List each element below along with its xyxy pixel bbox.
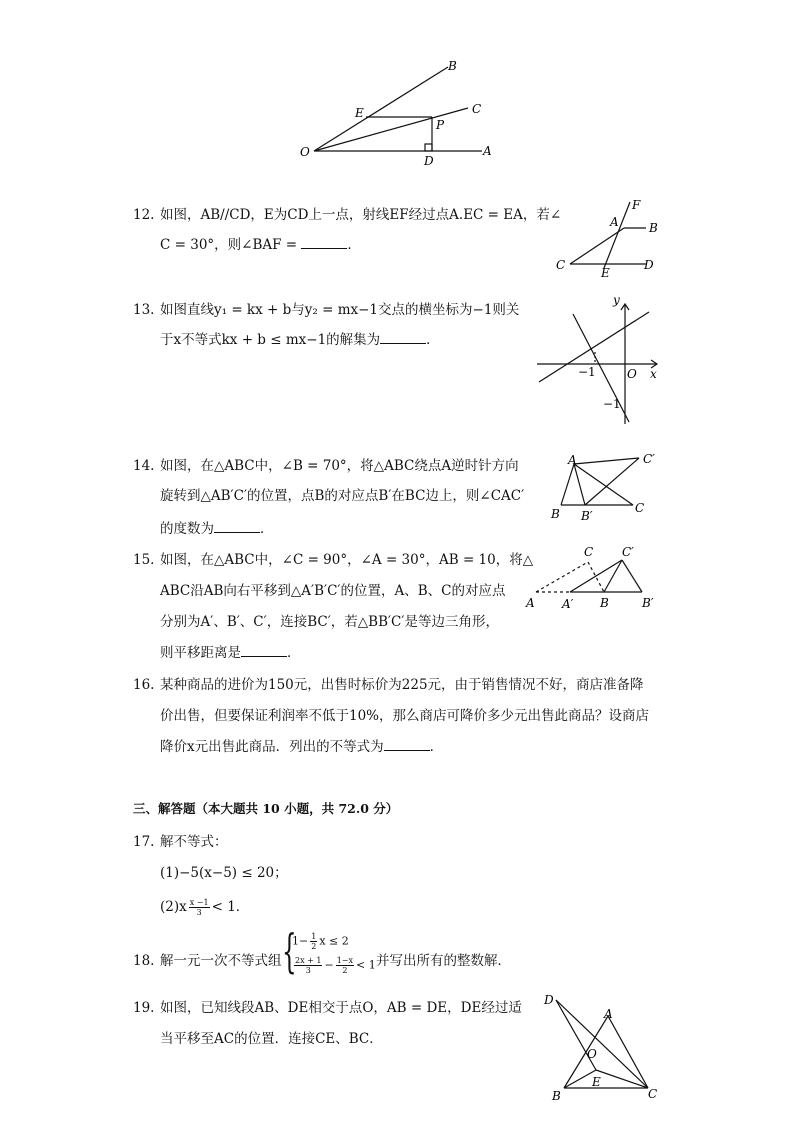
q12-text-line1: 如图，AB//CD，E为CD上一点，射线EF经过点A.EC = EA，若∠: [160, 207, 562, 223]
q19-label-O: O: [587, 1047, 597, 1061]
q19-label-D: D: [544, 993, 554, 1007]
q14-label-B1: B′: [581, 509, 593, 523]
q16-end: ．: [429, 739, 444, 755]
q12-end: ．: [347, 237, 361, 253]
q12-label-A: A: [610, 215, 619, 229]
q13-number: 13.: [133, 302, 155, 318]
q18-row2-frac2: [336, 956, 354, 975]
q14-label-C1: C′: [643, 452, 655, 466]
q18-pre: 解一元一次不等式组: [160, 953, 282, 969]
q13-text-line1: 如图直线y₁ = kx + b与y₂ = mx−1交点的横坐标为−1则关: [160, 302, 520, 318]
q16-text-line3-wrap: [160, 738, 443, 756]
q17-part2-fraction: [189, 898, 210, 917]
q12-label-C: C: [556, 258, 566, 272]
q12-text-line2-wrap: [160, 236, 361, 254]
q14-figure: [545, 448, 665, 524]
q15-text-line2: ABC沿AB向右平移到△A′B′C′的位置，A、B、C的对应点: [160, 583, 506, 599]
q15-label-B: B: [600, 596, 609, 610]
q15-label-A: A: [526, 596, 535, 610]
label-E: E: [355, 106, 364, 120]
q17-part1: (1)−5(x−5) ≤ 20；: [160, 865, 288, 881]
q15-answer-blank[interactable]: [241, 644, 287, 657]
q14-label-C: C: [635, 501, 645, 515]
q13-label-x: x: [650, 367, 657, 381]
q14-text-line3-wrap: [160, 520, 274, 538]
q15-text-line4-wrap: [160, 644, 301, 662]
label-B: B: [448, 59, 457, 73]
q18-row2-tail: < 1: [356, 958, 376, 972]
q12-figure: [548, 196, 668, 280]
q19-text-line1: 如图，已知线段AB、DE相交于点O，AB = DE，DE经过适: [160, 1000, 522, 1016]
q15-end: ．: [287, 645, 301, 661]
q15-label-C1: C′: [622, 545, 634, 559]
q18-row1-a: 1−: [292, 934, 309, 948]
q16-text-line3: 降价x元出售此商品．列出的不等式为: [160, 739, 384, 755]
q15-text-line3: 分别为A′、B′、C′，连接BC′，若△BB′C′是等边三角形，: [160, 614, 499, 630]
q18-row1-frac-den: 2: [311, 942, 317, 951]
q12-label-E: E: [601, 266, 610, 280]
q19-label-C: C: [648, 1087, 658, 1101]
label-O: O: [300, 145, 310, 159]
q13-label-neg1x: −1: [578, 365, 596, 379]
q17-part2-pre: (2)x: [160, 899, 187, 915]
q19-text-line2: 当平移至AC的位置．连接CE、BC．: [160, 1031, 383, 1047]
q16-text-line1: 某种商品的进价为150元，出售时标价为225元，由于销售情况不好，商店准备降: [160, 677, 644, 693]
q13-label-neg1y: −1: [603, 397, 621, 411]
q14-number: 14.: [133, 458, 155, 474]
q14-text-line2: 旋转到△AB′C′的位置，点B的对应点B′在BC边上，则∠CAC′: [160, 488, 525, 504]
q12-label-B: B: [649, 221, 658, 235]
q17-frac-num: x −1: [189, 898, 209, 907]
section-3-title: 三、解答题（本大题共 10 小题，共 72.0 分）: [133, 801, 399, 816]
q12-number: 12.: [133, 207, 155, 223]
q17-frac-den: 3: [196, 908, 202, 917]
q14-text-line1: 如图，在△ABC中，∠B = 70°，将△ABC绕点A逆时针方向: [160, 458, 519, 474]
q18-system-row2: $\frac{2x + 1}{3}$ − $\frac{1-x}{2}$ < 1: [295, 956, 376, 975]
label-A: A: [483, 144, 492, 158]
q18-row1-frac: [310, 932, 317, 951]
q18-post: 并写出所有的整数解．: [376, 953, 511, 969]
q18-row2-frac2-num: 1−x: [336, 956, 354, 965]
q12-answer-blank[interactable]: [301, 236, 347, 249]
q16-number: 16.: [133, 677, 155, 693]
q15-label-C: C: [584, 545, 594, 559]
q13-end: ．: [426, 332, 440, 348]
q14-text-line3: 的度数为: [160, 521, 214, 537]
label-D: D: [424, 154, 434, 168]
label-P: P: [436, 118, 445, 132]
q12-label-F: F: [632, 198, 641, 212]
q12-text-line2: C = 30°，则∠BAF =: [160, 237, 302, 253]
q15-text-line4: 则平移距离是: [160, 645, 241, 661]
q15-figure: [522, 542, 664, 614]
q18-row2-frac1-den: 3: [305, 966, 311, 975]
top-angle-figure: [290, 55, 510, 170]
q15-label-B1: B′: [642, 596, 654, 610]
q15-label-A1: A′: [562, 597, 574, 611]
q19-label-E: E: [592, 1075, 601, 1089]
q19-label-A: A: [604, 1007, 613, 1021]
q17-number: 17.: [133, 834, 155, 850]
q13-answer-blank[interactable]: [380, 331, 426, 344]
q14-end: ．: [260, 521, 274, 537]
q18-row1-frac-num: 1: [311, 932, 317, 941]
q15-number: 15.: [133, 552, 155, 568]
q18-row2-frac2-den: 2: [342, 966, 348, 975]
q13-text-line2: 于x不等式kx + b ≤ mx−1的解集为: [160, 332, 381, 348]
q13-text-line2-wrap: [160, 331, 440, 349]
q15-text-line1: 如图，在△ABC中，∠C = 90°，∠A = 30°，AB = 10，将△: [160, 552, 534, 568]
q16-text-line2: 价出售，但要保证利润率不低于10%，那么商店可降价多少元出售此商品？设商店: [160, 708, 650, 724]
q18-row1-b: x ≤ 2: [319, 934, 349, 948]
q14-label-B: B: [551, 507, 560, 521]
q14-answer-blank[interactable]: [214, 520, 260, 533]
q19-figure: [538, 986, 666, 1106]
q18-row2-frac1-num: 2x + 1: [295, 956, 322, 965]
q17-part2: [160, 898, 249, 917]
q13-label-y: y: [613, 293, 620, 307]
q19-label-B: B: [552, 1089, 561, 1103]
q17-title: 解不等式：: [160, 834, 228, 850]
q18-brace: {: [282, 924, 297, 978]
q17-part2-post: < 1．: [211, 899, 250, 915]
label-C: C: [472, 102, 482, 116]
q13-graph: [533, 290, 665, 430]
q18-number: 18.: [133, 953, 155, 969]
q18-system-row1: [292, 932, 349, 951]
q14-label-A: A: [568, 453, 577, 467]
q19-number: 19.: [133, 1000, 155, 1016]
q16-answer-blank[interactable]: [384, 738, 430, 751]
q12-label-D: D: [644, 258, 654, 272]
q13-label-O: O: [627, 367, 637, 381]
q18-row2-frac1: [294, 956, 322, 975]
